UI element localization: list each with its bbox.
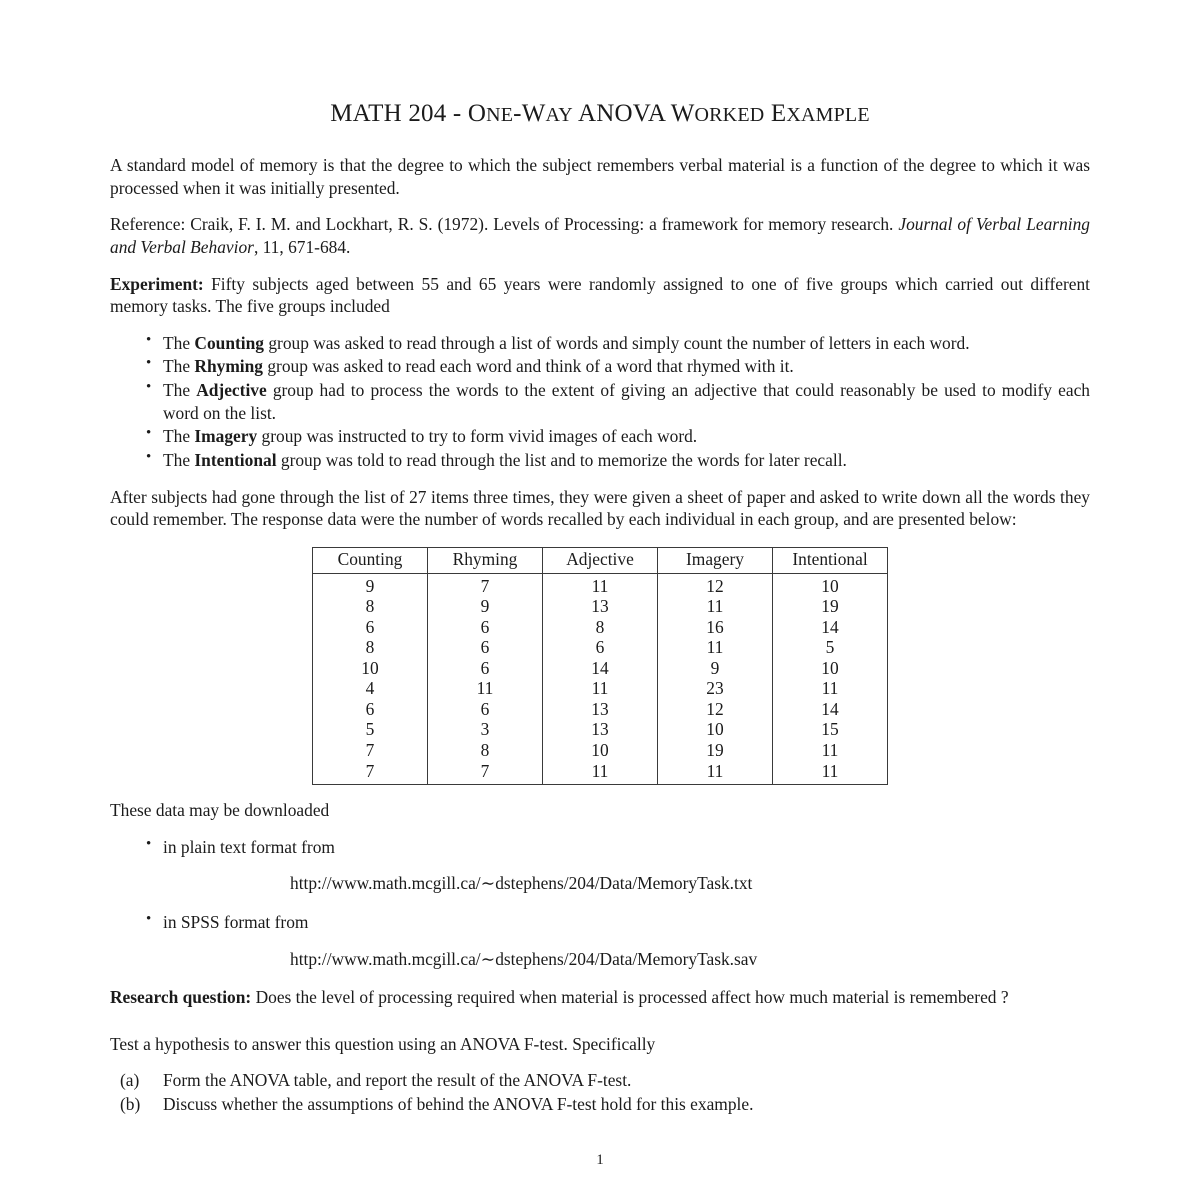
download-list-spss: [110, 911, 1090, 934]
table-cell: 7: [313, 740, 428, 761]
table-row: [313, 637, 888, 658]
after-subjects-paragraph: [110, 486, 1090, 531]
download-label-text: in plain text format from: [163, 836, 335, 857]
table-cell: 6: [428, 699, 543, 720]
table-cell: 13: [543, 699, 658, 720]
research-question-paragraph: [110, 986, 1090, 1009]
table-cell: 6: [543, 637, 658, 658]
memory-data-table: [312, 547, 888, 785]
column-header-intentional: Intentional: [773, 547, 888, 573]
table-cell: 11: [428, 678, 543, 699]
group-post: group was instructed to try to form vivid images of each word.: [257, 426, 698, 447]
table-cell: 11: [773, 740, 888, 761]
group-pre: The: [163, 449, 195, 470]
page-content: [110, 100, 1090, 1116]
table-cell: 8: [313, 637, 428, 658]
test-hypothesis-text: Test a hypothesis to answer this question using an ANOVA F-test. Specifically: [110, 1033, 656, 1054]
table-cell: 14: [543, 658, 658, 679]
download-label-text: in SPSS format from: [163, 911, 309, 932]
table-cell: 10: [313, 658, 428, 679]
table-cell: 11: [773, 678, 888, 699]
list-item: [110, 332, 1090, 355]
reference-lead: Reference: Craik, F. I. M. and Lockhart, R. S. (1972). Levels of Processing: a framework for memory research.: [110, 214, 899, 235]
download-list: [110, 836, 1090, 859]
table-cell: 3: [428, 719, 543, 740]
intro-text: A standard model of memory is that the degree to which the subject remembers verbal material is a function of the degree to which it was processed when it was initially presented.: [110, 155, 1090, 198]
research-question-label: Research question:: [110, 987, 252, 1008]
experiment-label: Experiment:: [110, 273, 204, 294]
title-smallcaps-1: NE: [486, 104, 514, 126]
table-row: [313, 617, 888, 638]
title-part-3: ANOVA W: [572, 100, 695, 127]
table-cell: 9: [428, 596, 543, 617]
table-cell: 14: [773, 617, 888, 638]
page-title: [110, 100, 1090, 128]
group-pre: The: [163, 332, 195, 353]
table-cell: 11: [543, 573, 658, 596]
table-cell: 10: [658, 719, 773, 740]
table-cell: 13: [543, 596, 658, 617]
table-cell: 6: [428, 637, 543, 658]
group-post: group had to process the words to the extent of giving an adjective that could reasonably be used to modify each word on the list.: [163, 380, 1090, 423]
table-cell: 8: [543, 617, 658, 638]
table-header-row: [313, 547, 888, 573]
reference-tail: , 11, 671-684.: [253, 236, 351, 257]
table-cell: 19: [658, 740, 773, 761]
table-cell: 16: [658, 617, 773, 638]
table-row: [313, 573, 888, 596]
task-text: Discuss whether the assumptions of behind the ANOVA F-test hold for this example.: [163, 1093, 754, 1114]
reference-paragraph: [110, 213, 1090, 258]
test-hypothesis-paragraph: [110, 1033, 1090, 1056]
table-body: [313, 573, 888, 784]
intro-paragraph: [110, 154, 1090, 199]
table-cell: 10: [773, 573, 888, 596]
table-cell: 12: [658, 573, 773, 596]
title-smallcaps-3: ORKED: [694, 104, 765, 126]
table-cell: 6: [428, 617, 543, 638]
title-smallcaps-2: AY: [545, 104, 573, 126]
column-header-adjective: Adjective: [543, 547, 658, 573]
table-row: [313, 740, 888, 761]
group-pre: The: [163, 356, 195, 377]
table-cell: 11: [773, 761, 888, 785]
task-marker: (b): [120, 1093, 141, 1114]
table-cell: 10: [543, 740, 658, 761]
group-post: group was told to read through the list and to memorize the words for later recall.: [276, 449, 847, 470]
memory-data-table-wrapper: [110, 547, 1090, 785]
column-header-rhyming: Rhyming: [428, 547, 543, 573]
experiment-paragraph: [110, 273, 1090, 318]
table-cell: 8: [313, 596, 428, 617]
table-cell: 19: [773, 596, 888, 617]
table-cell: 12: [658, 699, 773, 720]
list-item: [110, 449, 1090, 472]
group-post: group was asked to read each word and think of a word that rhymed with it.: [263, 356, 794, 377]
title-part-4: E: [764, 100, 787, 127]
table-cell: 14: [773, 699, 888, 720]
group-name: Rhyming: [194, 356, 264, 377]
table-row: [313, 596, 888, 617]
group-pre: The: [163, 380, 197, 400]
table-row: [313, 678, 888, 699]
download-url-txt[interactable]: http://www.math.mcgill.ca/∼dstephens/204/Data/MemoryTask.txt: [290, 873, 753, 894]
task-list: [110, 1069, 1090, 1115]
reference-journal: Journal of Verbal Learning and Verbal Behavior: [110, 214, 1090, 257]
table-cell: 6: [313, 699, 428, 720]
list-item: [110, 379, 1090, 424]
table-row: [313, 699, 888, 720]
table-cell: 13: [543, 719, 658, 740]
list-item: [110, 836, 1090, 859]
group-list: [110, 332, 1090, 472]
list-item: [110, 425, 1090, 448]
title-part-2: -W: [513, 100, 546, 127]
table-row: [313, 719, 888, 740]
table-cell: 6: [428, 658, 543, 679]
task-text: Form the ANOVA table, and report the result of the ANOVA F-test.: [163, 1070, 632, 1091]
table-row: [313, 658, 888, 679]
list-item: [110, 911, 1090, 934]
after-subjects-text: After subjects had gone through the list of 27 items three times, they were given a sheet of paper and asked to write down all the words they could remember. The response data were the number of words recalled by each individual in each group, and are presented below:: [110, 486, 1090, 530]
experiment-text: Fifty subjects aged between 55 and 65 years were randomly assigned to one of five groups which carried out different memory tasks. The five groups included: [110, 273, 1090, 317]
page-number-footer: 1: [596, 1152, 604, 1168]
table-cell: 7: [313, 761, 428, 785]
group-name: Counting: [194, 332, 264, 353]
group-name: Imagery: [194, 426, 258, 447]
table-row: [313, 761, 888, 785]
table-cell: 5: [773, 637, 888, 658]
spacer: [110, 1023, 1090, 1033]
group-name: Adjective: [196, 380, 267, 400]
title-part-1: MATH 204 - O: [330, 100, 487, 127]
research-question-text: Does the level of processing required when material is processed affect how much material is remembered ?: [251, 987, 1009, 1008]
download-intro-text: These data may be downloaded: [110, 800, 330, 821]
table-cell: 7: [428, 573, 543, 596]
table-cell: 11: [658, 596, 773, 617]
table-cell: 4: [313, 678, 428, 699]
table-cell: 7: [428, 761, 543, 785]
table-cell: 23: [658, 678, 773, 699]
table-cell: 9: [658, 658, 773, 679]
download-intro: [110, 799, 1090, 822]
table-cell: 11: [543, 761, 658, 785]
group-post: group was asked to read through a list of words and simply count the number of letters in each word.: [263, 332, 970, 353]
column-header-imagery: Imagery: [658, 547, 773, 573]
table-cell: 11: [543, 678, 658, 699]
table-cell: 5: [313, 719, 428, 740]
table-cell: 11: [658, 637, 773, 658]
group-pre: The: [163, 426, 195, 447]
download-url-sav[interactable]: http://www.math.mcgill.ca/∼dstephens/204/Data/MemoryTask.sav: [290, 948, 758, 969]
task-marker: (a): [120, 1070, 140, 1091]
table-cell: 11: [658, 761, 773, 785]
list-item: [110, 355, 1090, 378]
table-cell: 9: [313, 573, 428, 596]
list-item: [110, 1093, 1090, 1116]
group-name: Intentional: [194, 449, 277, 470]
title-smallcaps-4: XAMPLE: [786, 104, 870, 126]
list-item: [110, 1069, 1090, 1092]
table-cell: 8: [428, 740, 543, 761]
table-cell: 15: [773, 719, 888, 740]
table-cell: 6: [313, 617, 428, 638]
table-cell: 10: [773, 658, 888, 679]
column-header-counting: Counting: [313, 547, 428, 573]
